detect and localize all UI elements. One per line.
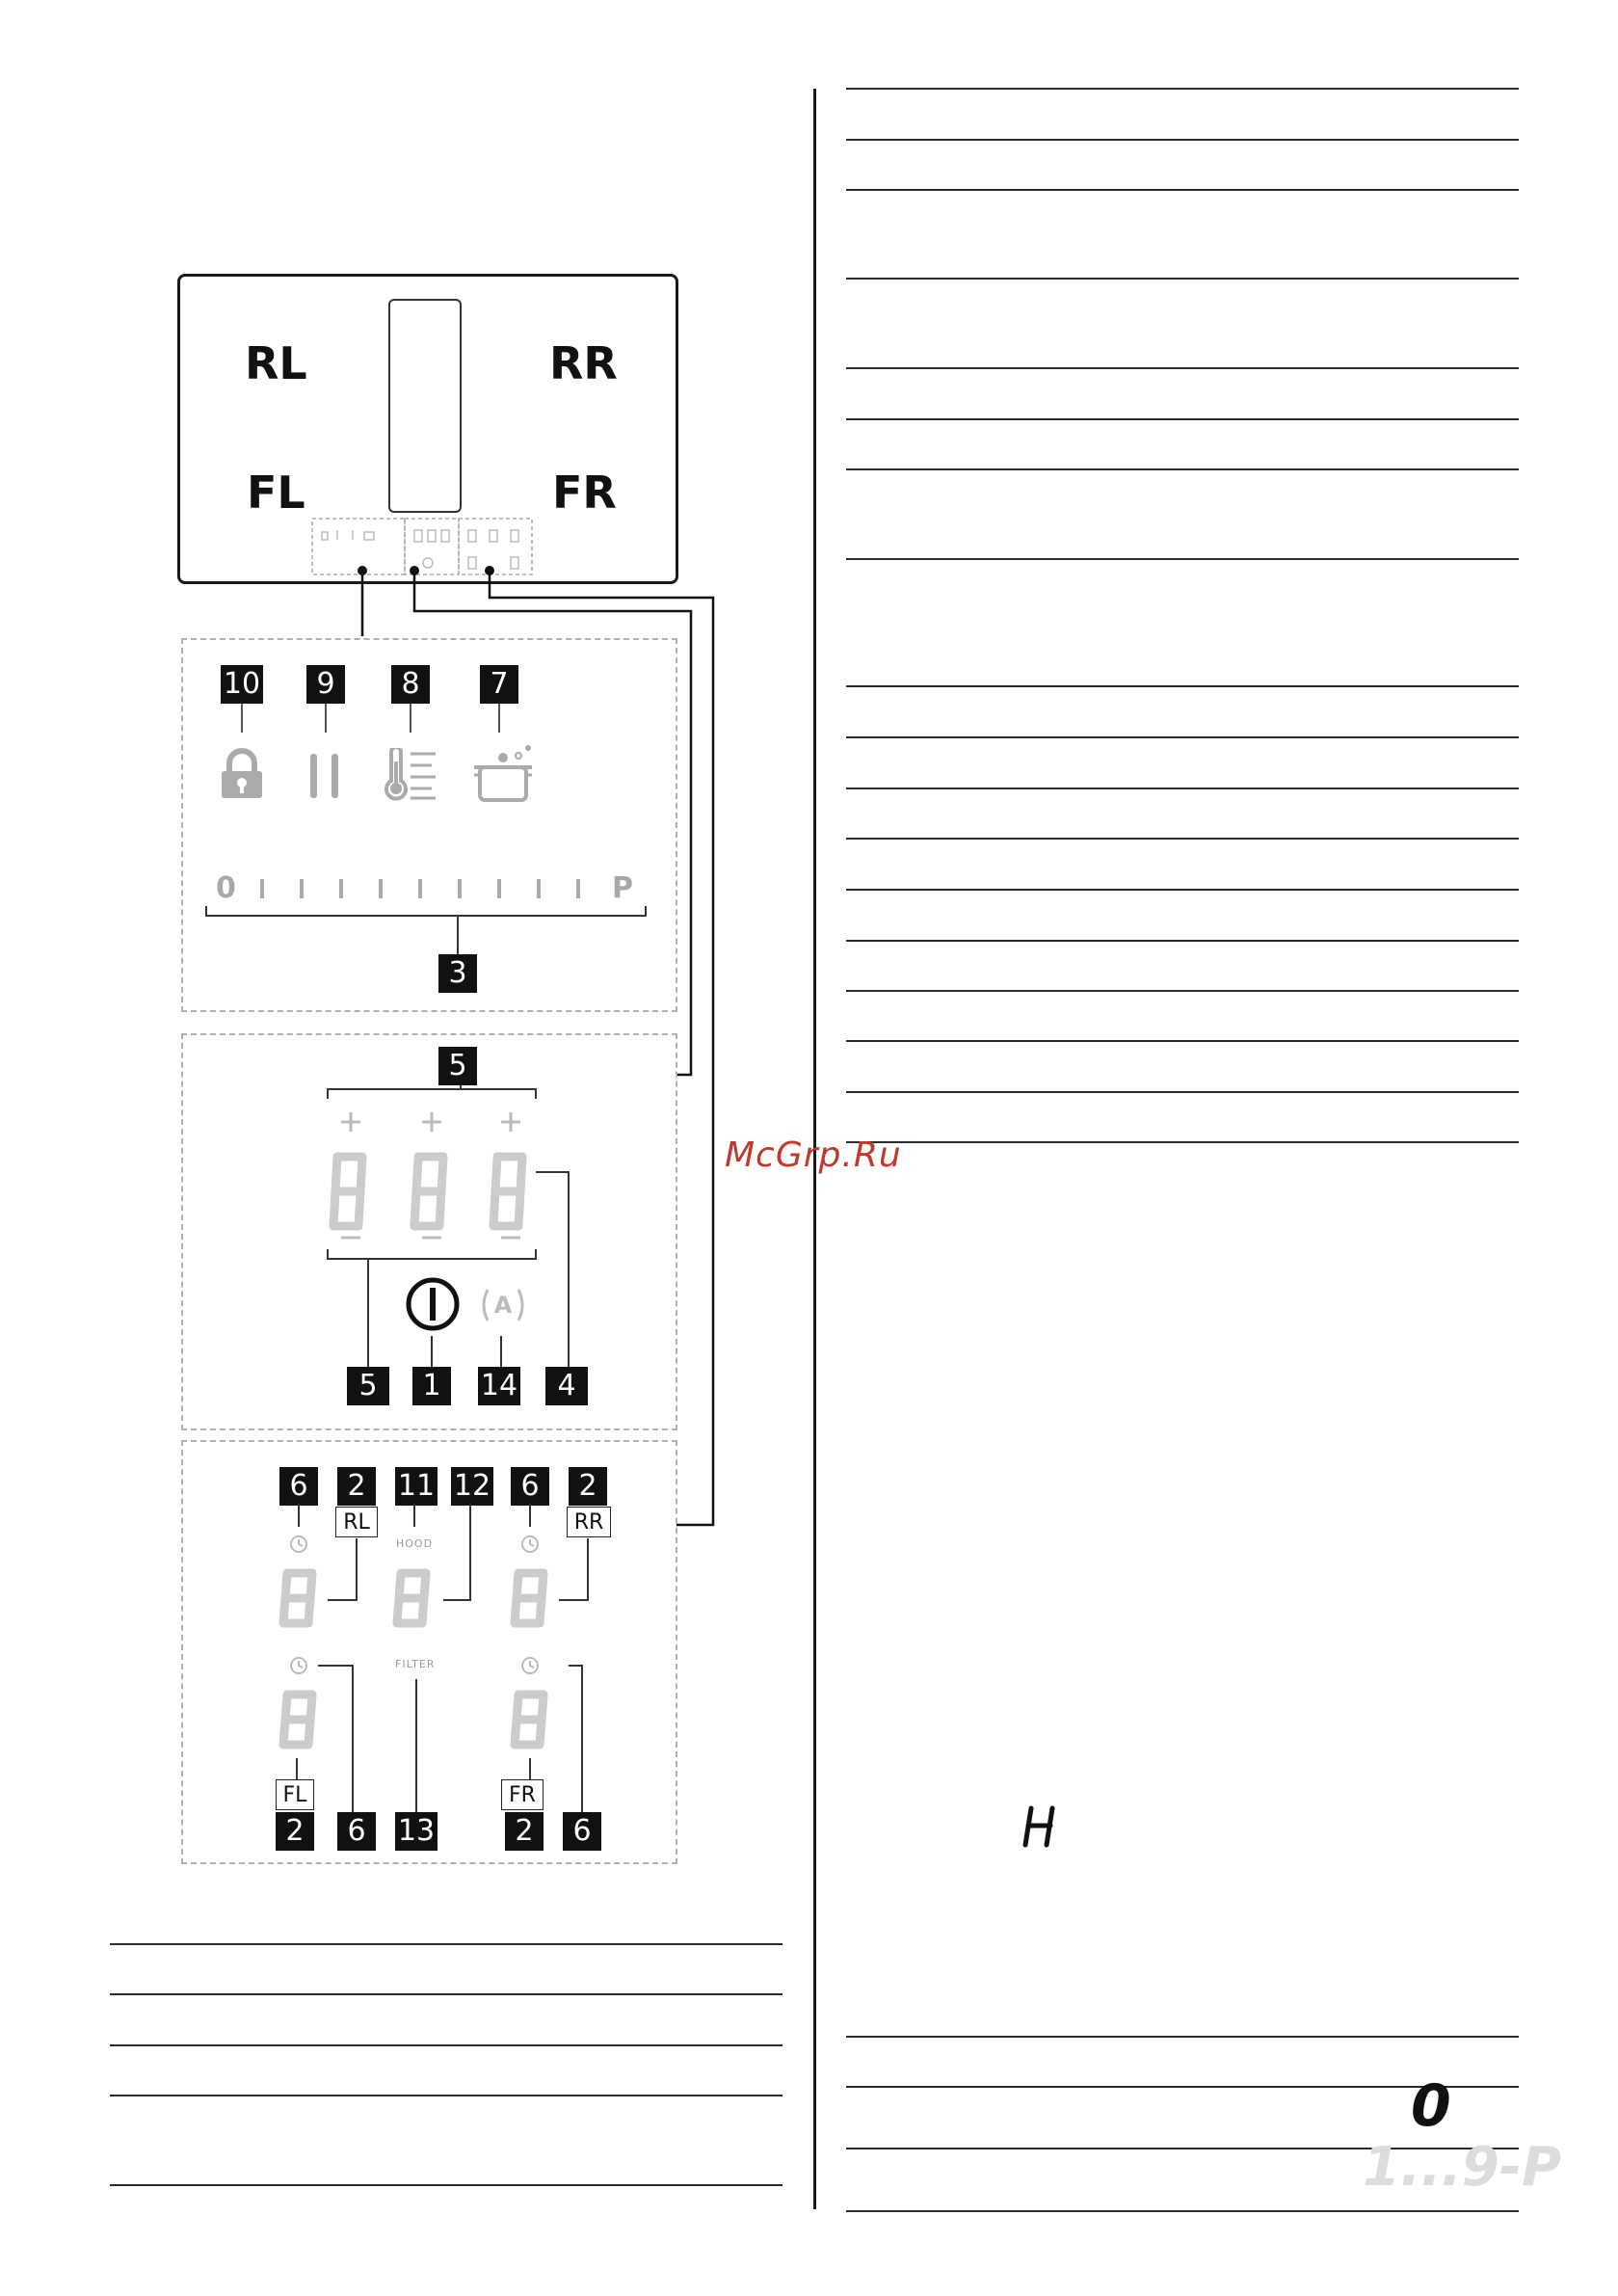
callout-14: 14 [478, 1367, 520, 1405]
callout-12: 12 [451, 1467, 493, 1506]
slider-end-label: P [612, 871, 633, 905]
callout-4: 4 [545, 1367, 588, 1405]
zone-label-rr: RR [549, 337, 618, 389]
callout-7: 7 [480, 665, 518, 704]
callout-6-a: 6 [279, 1467, 318, 1506]
level-range: 1...9-P [1363, 2136, 1562, 2199]
zone-label-rl: RL [245, 337, 307, 389]
pot-icon [474, 742, 540, 804]
callout-3: 3 [438, 954, 477, 993]
slider-leader [453, 916, 463, 954]
callout-8: 8 [391, 665, 430, 704]
pause-icon [308, 752, 347, 800]
callout-2-b: 2 [569, 1467, 607, 1506]
callout-13: 13 [395, 1812, 438, 1851]
callout-5-bottom: 5 [347, 1367, 389, 1405]
filter-label: FILTER [395, 1658, 436, 1670]
power-digit-h-text: H [1066, 1812, 1067, 1813]
callout-11: 11 [395, 1467, 438, 1506]
zone-box-fl: FL [276, 1779, 314, 1810]
temperature-icon [382, 748, 439, 802]
slider-start-label: 0 [216, 871, 236, 905]
zone-box-rl: RL [335, 1507, 378, 1537]
callout-2-d: 2 [505, 1812, 544, 1851]
digit-leaders [357, 1166, 578, 1388]
power-icon[interactable] [403, 1274, 463, 1334]
callout-2-c: 2 [276, 1812, 314, 1851]
level-zero: 0 [1411, 2072, 1451, 2140]
lock-icon [220, 748, 264, 800]
callout-6-b: 6 [511, 1467, 549, 1506]
callout-9: 9 [306, 665, 345, 704]
watermark: McGrp.Ru [725, 1135, 902, 1175]
callout-2-a: 2 [337, 1467, 376, 1506]
hood-label: HOOD [396, 1537, 434, 1550]
zone-box-rr: RR [567, 1507, 611, 1537]
callout-5-top: 5 [438, 1047, 477, 1085]
callout-10: 10 [221, 665, 263, 704]
zone-box-fr: FR [501, 1779, 544, 1810]
svg-text:A: A [493, 1292, 513, 1319]
power-digit-h-symbol [1020, 1802, 1062, 1853]
callout-6-c: 6 [337, 1812, 376, 1851]
callout-6-d: 6 [563, 1812, 601, 1851]
power-slider[interactable] [202, 873, 655, 921]
callout-1: 1 [412, 1367, 451, 1405]
zone-label-fl: FL [247, 467, 305, 519]
auto-icon[interactable] [476, 1284, 530, 1326]
zone-label-fr: FR [552, 467, 617, 519]
